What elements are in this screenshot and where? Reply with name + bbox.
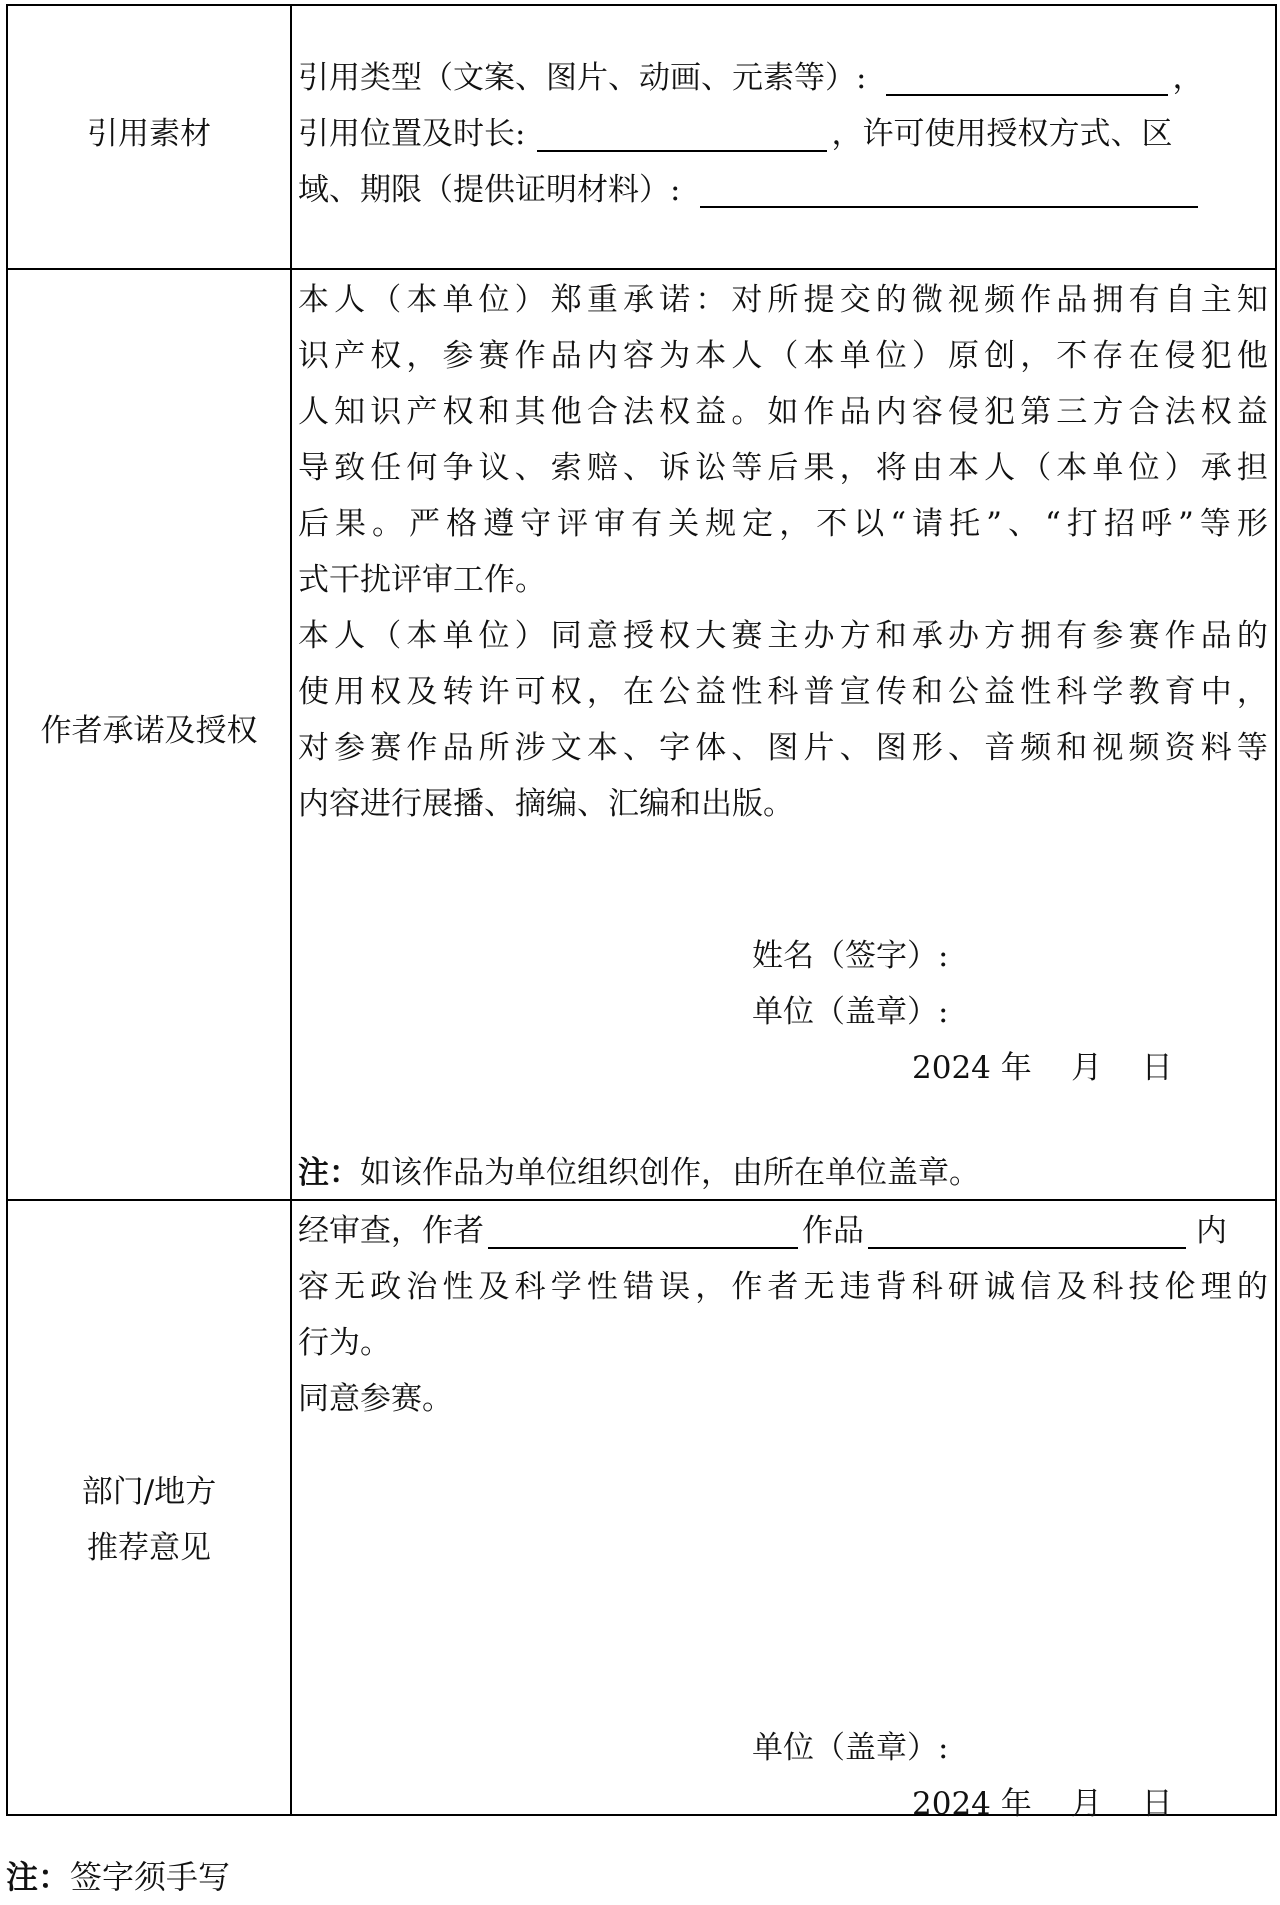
footnote	[6, 1852, 230, 1902]
cited-type-comma: ，	[1172, 60, 1204, 96]
cited-type-text: 引用类型（文案、图片、动画、元素等）:	[298, 60, 867, 96]
cited-region-blank[interactable]	[700, 172, 1198, 208]
cited-position-text: 引用位置及时长:	[298, 116, 526, 152]
commitment-line: 识 产 权 ， 参 赛 作 品 内 容 为 本 人 （ 本 单 位 ） 原 创 ， 不 存 在 侵 犯 他	[298, 338, 1268, 374]
review-line-3: 行为。	[298, 1325, 391, 1361]
name-signature-field[interactable]: 姓名（签字）:	[752, 938, 949, 974]
footnote-label: 注：	[6, 1858, 71, 1896]
authorization-line-last: 内容进行展播、摘编、汇编和出版。	[298, 786, 794, 822]
commitment-line: 人 知 识 产 权 和 其 他 合 法 权 益 。 如 作 品 内 容 侵 犯 第 三 方 合 法 权 益	[298, 394, 1268, 430]
note-text: 如该作品为单位组织创作，由所在单位盖章。	[360, 1155, 980, 1191]
cited-region-text: 域、期限（提供证明材料）:	[298, 172, 681, 208]
commitment-note	[298, 1145, 980, 1201]
note-label: 注：	[298, 1155, 360, 1191]
recommendation-unit-seal-field[interactable]: 单位（盖章）:	[752, 1730, 949, 1766]
cited-type-line	[298, 50, 1268, 106]
table-divider	[290, 4, 292, 1816]
row-separator-1	[6, 268, 1277, 270]
cited-type-blank[interactable]	[886, 60, 1168, 96]
table-top-border	[6, 4, 1277, 6]
recommendation-date: 2024 年 月 日	[912, 1786, 1173, 1822]
recommendation-label-line1: 部门/地方	[81, 1474, 217, 1510]
review-line	[298, 1203, 1268, 1259]
commitment-content	[298, 272, 1268, 832]
commitment-line: 本 人 （ 本 单 位 ） 郑 重 承 诺 ： 对 所 提 交 的 微 视 频 作 品 拥 有 自 主 知	[298, 282, 1268, 318]
review-work-text: 作品	[802, 1213, 864, 1249]
cited-material-label: 引用素材	[87, 116, 211, 152]
recommendation-label-line2: 推荐意见	[87, 1530, 211, 1566]
commitment-label: 作者承诺及授权	[40, 713, 258, 749]
commitment-unit-seal-field[interactable]: 单位（盖章）:	[752, 994, 949, 1030]
authorization-line: 使 用 权 及 转 许 可 权 ， 在 公 益 性 科 普 宣 传 和 公 益 性 科 学 教 育 中 ，	[298, 674, 1268, 710]
cited-license-text: ，许可使用授权方式、区	[831, 116, 1173, 152]
cited-region-line	[298, 162, 1268, 218]
authorization-line: 本 人 （ 本 单 位 ） 同 意 授 权 大 赛 主 办 方 和 承 办 方 拥 有 参 赛 作 品 的	[298, 618, 1268, 654]
commitment-date: 2024 年 月 日	[912, 1050, 1173, 1086]
review-content-text: 内	[1196, 1213, 1227, 1249]
footnote-text: 签字须手写	[70, 1858, 231, 1896]
cited-position-line	[298, 106, 1268, 162]
commitment-line-last: 式干扰评审工作。	[298, 562, 546, 598]
cited-material-content	[298, 50, 1268, 218]
table-right-border	[1275, 4, 1277, 1816]
author-name-blank[interactable]	[488, 1213, 798, 1249]
review-author-text: 经审查，作者	[298, 1213, 484, 1249]
recommendation-content	[298, 1203, 1268, 1427]
commitment-line: 后 果 。 严 格 遵 守 评 审 有 关 规 定 ， 不 以 “ 请 托 ” 、 “ 打 招 呼 ” 等 形	[298, 506, 1268, 542]
review-line-2: 容 无 政 治 性 及 科 学 性 错 误 ， 作 者 无 违 背 科 研 诚 信 及 科 技 伦 理 的	[298, 1269, 1268, 1305]
commitment-line: 导 致 任 何 争 议 、 索 赔 、 诉 讼 等 后 果 ， 将 由 本 人 （ 本 单 位 ） 承 担	[298, 450, 1268, 486]
agree-line: 同意参赛。	[298, 1381, 453, 1417]
cited-position-blank[interactable]	[537, 116, 827, 152]
work-title-blank[interactable]	[868, 1213, 1186, 1249]
authorization-line: 对 参 赛 作 品 所 涉 文 本 、 字 体 、 图 片 、 图 形 、 音 频 和 视 频 资 料 等	[298, 730, 1268, 766]
recommendation-label	[8, 1464, 290, 1576]
